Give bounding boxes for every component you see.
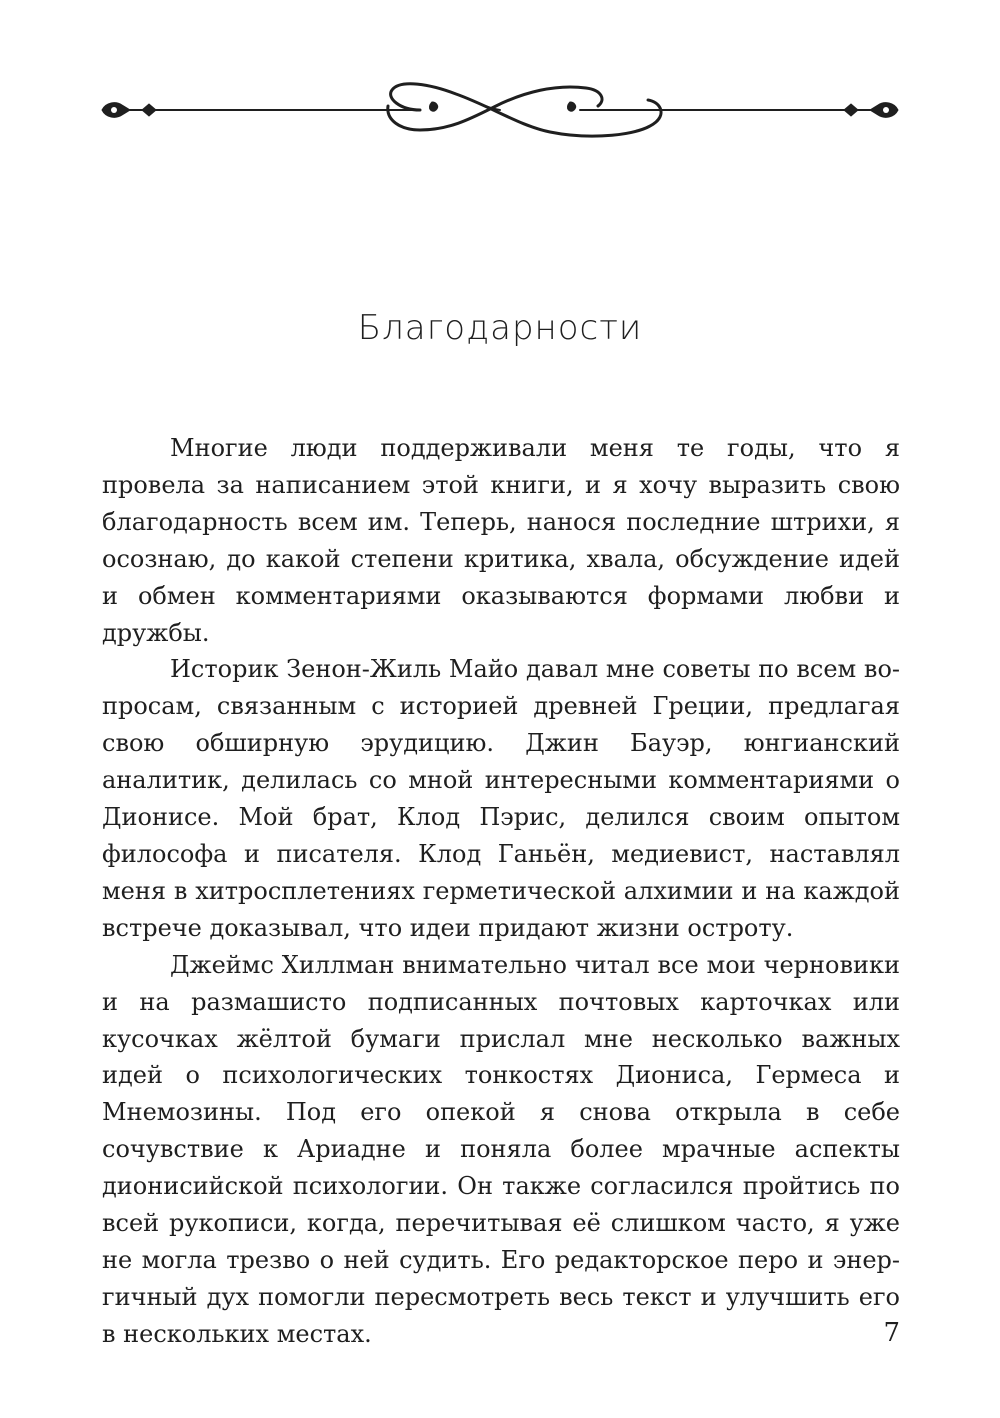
ornament-divider (100, 80, 900, 142)
paragraph-3: Джеймс Хиллман внимательно читал все мои черновики и на размашисто подписанных почтовых карточках или кусочках жёлтой бумаги прислал мне несколько важных идей о психологических тонкостях Диониса, Гермеса и Мнемозины. Под его опекой я снова открыла в себе сочувствие к Ариадне и поняла более мрачные аспекты дионисийской психологии. Он также согласился пройтись по всей рукописи, когда, перечитывая её слишком часто, я уже не могла трезво о ней судить. Его редакторское перо и энергичный дух помогли пересмотреть весь текст и улучшить его в нескольких местах. (102, 950, 900, 1348)
chapter-title: Благодарности (357, 308, 643, 348)
right-diamond-icon (844, 104, 858, 116)
left-drop-icon (429, 102, 437, 111)
body-text (102, 430, 900, 1353)
page-number: 7 (883, 1318, 900, 1348)
left-end-ornament-icon (102, 103, 130, 118)
right-drop-icon (567, 102, 575, 111)
paragraph-2: Историк Зенон-Жиль Майо давал мне советы по всем вопросам, связанным с историей древней Греции, предлагая свою обширную эрудицию. Джин Бауэр, юнгианский аналитик, делилась со мной интересными комментариями о Дионисе. Мой брат, Клод Пэрис, делился своим опытом философа и писателя. Клод Ганьён, медиевист, наставлял меня в хитросплетениях герметической алхимии и на каждой встрече доказывал, что идеи придают жизни остроту. (102, 655, 900, 942)
paragraph-1: Многие люди поддерживали меня те годы, что я провела за написанием этой книги, и я хочу выразить свою благодарность всем им. Теперь, нанося последние штрихи, я осознаю, до какой степени критика, хвала, обсуждение идей и обмен комментариями оказываются формами любви и дружбы. (102, 434, 900, 647)
right-end-ornament-icon (870, 103, 898, 118)
